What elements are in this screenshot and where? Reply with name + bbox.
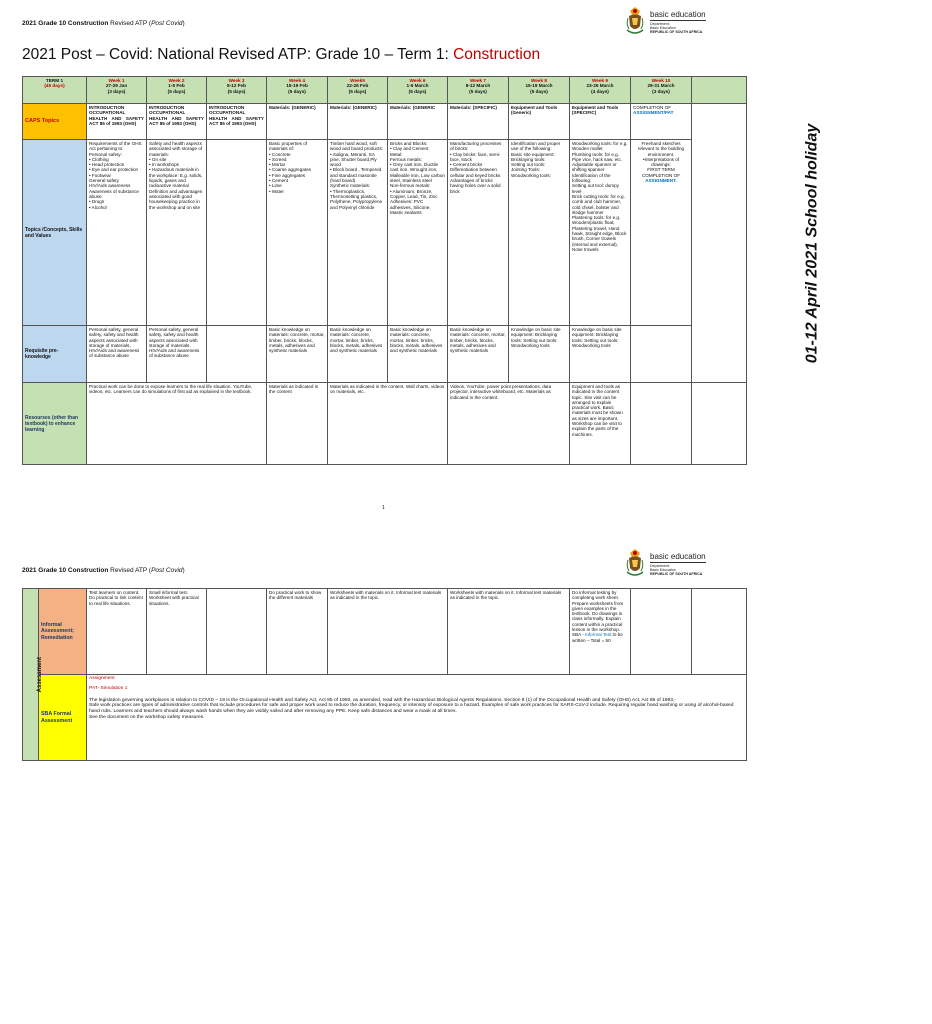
week-cell	[328, 77, 388, 104]
topics-cell	[147, 140, 207, 326]
assessment-table	[22, 588, 747, 761]
header-bold: 2021 Grade 10 Construction	[22, 567, 109, 574]
informal-cell: Test learners on content. Do practical to link content to real life situations.	[87, 589, 147, 675]
topic-line: • Coarse aggregates	[269, 167, 311, 173]
topic-line: HIV/Aids awareness	[89, 183, 131, 189]
term-days: (45 days)	[44, 83, 65, 89]
coat-of-arms-icon	[624, 548, 646, 578]
week-days: (5 days)	[348, 88, 367, 94]
topics-cell	[509, 140, 570, 326]
header-close: )	[182, 20, 185, 27]
week-days: (5 days)	[227, 88, 246, 94]
caps-cell: Equipment and Tools (SPECIFIC)	[570, 104, 631, 140]
topic-line: • Water	[269, 188, 284, 194]
topic-line: Basic properties of materials of:	[269, 141, 308, 152]
document-header	[22, 20, 185, 27]
caps-cell	[631, 104, 692, 140]
topic-line: • Cement bricks	[450, 162, 483, 168]
topics-cell	[207, 140, 267, 326]
informal-w9-tail-a: SBA -	[572, 632, 586, 638]
topics-row	[23, 140, 747, 326]
topics-cell	[570, 140, 631, 326]
topic-line: Definition and advantages associated with good housekeeping practice in the workshop and on site	[149, 188, 203, 210]
page-1	[0, 0, 821, 511]
term-label: TERM 1	[45, 78, 64, 83]
sba-para2: Safe work practices are types of administrative controls that include procedures for safe and proper work used to reduce the duration, frequency, or intensity of exposure to a hazard. Examples of safe work practices for SARS-CoV-2 include. Requiring regular hand washing or using of alcohol-based hand rubs. Learners and teachers should always wash hands when they are visibly soiled and after removing any PPE. Keep safe distances and wear a mask at all times.	[89, 703, 734, 715]
topic-line: Identification and proper use of the following:	[511, 141, 561, 152]
caps-cell: Materials: (GENERIC)	[328, 104, 388, 140]
week-dates: 27-29 Jan	[105, 83, 128, 89]
week-days: (5 days)	[288, 88, 306, 94]
header-close: )	[182, 567, 185, 574]
prereq-cell: Knowledge on basic site equipment: Bricklaying tools: Setting out tools: Woodworking tools	[570, 326, 631, 383]
caps-cell: Materials: (GENERIC	[388, 104, 448, 140]
header-italic: Post Covid	[151, 567, 183, 574]
topic-line: Safety and health aspects associated with storage of materials:	[149, 141, 203, 157]
logo-sub-line2: Basic Education	[650, 568, 676, 573]
topic-line: Brick cutting tools: for e.g. comb and club hammer, cold chisel, bolster and sledge hammer	[572, 193, 625, 215]
department-logo	[624, 548, 744, 584]
week-days: (5 days)	[408, 88, 427, 94]
topic-line: Identification of the following:	[572, 172, 611, 184]
topic-line: Adjustable spanner or shifting spanner	[572, 162, 617, 173]
sba-line2: PAT- Simulation 1	[89, 685, 128, 691]
informal-cell	[692, 589, 747, 675]
week-dates: 23-26 March	[586, 83, 614, 89]
logo-title: basic education	[650, 552, 706, 561]
logo-sub-line1: Department:	[650, 564, 670, 568]
resources-row	[23, 383, 747, 465]
logo-sub-line3: REPUBLIC OF SOUTH AFRICA	[650, 572, 703, 577]
week-dates: 1-5 March	[406, 83, 429, 89]
topic-line: • Block board , Tempered and standard masonite (hard board)	[330, 167, 382, 184]
department-logo	[624, 6, 744, 42]
week-label: Week 6	[409, 78, 426, 83]
prereq-cell	[207, 326, 267, 383]
sba-line1: Assignment	[89, 676, 115, 681]
week-label: Week 1	[108, 78, 125, 83]
sba-label: SBA Formal Assessment	[39, 675, 87, 761]
term-cell	[23, 77, 87, 104]
logo-sub-line1: Department:	[650, 22, 670, 26]
logo-subtitle	[650, 564, 702, 577]
prereq-cell: Basic knowledge on materials: concrete, mortar, timber, bricks, blocks, metals, adhesives and synthetic materials	[328, 326, 388, 383]
topics-cell	[388, 140, 448, 326]
page-number: 1	[382, 505, 385, 511]
informal-cell	[631, 589, 692, 675]
resources-cell	[692, 383, 747, 465]
informal-cell: Small informal test. Worksheet with practical situations.	[147, 589, 207, 675]
caps-w10-a: COMPLETION OF	[633, 105, 672, 110]
week-days: (3 days)	[107, 88, 126, 94]
caps-cell: INTRODUCTION OCCUPATIONAL HEALTH AND SAFETY ACT 85 of 1993 (OHS)	[207, 104, 267, 140]
prereq-cell: Basic knowledge on materials: concrete, mortar, timber, bricks, blocks, metals, adhesives and synthetic materials	[448, 326, 509, 383]
resources-cell: Practical work can be done to expose learners to the real life situation. YouTube, videos, etc. Learners can do simulations of first aid as explained in the textbook.	[87, 383, 267, 465]
topic-line: • In workshops	[149, 162, 179, 168]
week-label: Week 7	[469, 78, 487, 83]
holiday-header-cell	[692, 77, 747, 104]
topic-line: Advantages of bricks having holes over a solid brick	[450, 178, 501, 194]
week-cell	[570, 77, 631, 104]
topic-line: Bricks and Blocks:	[390, 141, 428, 146]
topic-line: Ferrous metals:	[390, 156, 422, 162]
week-days: (3 days)	[652, 88, 670, 94]
week-cell	[87, 77, 147, 104]
resources-cell	[631, 383, 692, 465]
topic-line: Awareness of substance abuse:	[89, 188, 139, 199]
week-dates: 15-19 Feb	[286, 83, 308, 89]
informal-cell	[570, 589, 631, 675]
sba-cell	[87, 675, 747, 761]
informal-row	[23, 589, 747, 675]
prereq-cell: Knowledge on basic site equipment: Bricklaying tools: Setting out tools: Woodworking tools	[509, 326, 570, 383]
topic-line: Plumbing tools: for e.g. Pipe vice, hack saw, etc.	[572, 151, 623, 162]
topics-cell	[328, 140, 388, 326]
topics-cell	[448, 140, 509, 326]
week-days: (5 days)	[530, 88, 548, 94]
informal-w9-text: Do informal testing by completing work sheet. Prepare worksheets from given examples in the textbook. Do drawings in class informally. Explain content within a practical lesson in the workshop.	[572, 590, 624, 633]
prereq-row	[23, 326, 747, 383]
sba-row	[23, 675, 747, 761]
topics-cell	[631, 140, 692, 326]
week-label: Week 10	[651, 78, 671, 83]
resources-cell: Materials as indicated in the content	[267, 383, 328, 465]
informal-w9-tail	[572, 632, 628, 643]
topic-line: FIRST TERM COMPLETION OF	[641, 167, 681, 178]
week-label: Week 9	[591, 78, 609, 83]
topic-line: Non-ferrous metals:	[390, 183, 431, 189]
document-header	[22, 567, 185, 574]
resources-label: Resourses (other than textbook) to enhance learning	[23, 383, 87, 465]
topic-line: • On site	[149, 156, 167, 162]
topic-line: • Eye and ear protection	[89, 167, 139, 173]
topic-line: • Lime	[269, 183, 282, 189]
caps-cell: Materials: (SPECIFIC)	[448, 104, 509, 140]
resources-cell: Videos, YouTube, power point presentations, data projector, interactive whiteboard, etc. Materials as indicated in the content.	[448, 383, 570, 465]
logo-title: basic education	[650, 10, 706, 19]
week-cell	[448, 77, 509, 104]
topic-line: General safety	[89, 178, 119, 184]
week-days: (5 days)	[469, 88, 487, 94]
topic-line: Woodworking tools: for e.g. Wooden mallet	[572, 141, 628, 152]
week-dates: 1-5 Feb	[168, 83, 185, 89]
informal-cell: Worksheets with materials on it. Informal test materials as indicated in the topic.	[448, 589, 570, 675]
header-bold: 2021 Grade 10 Construction	[22, 20, 109, 27]
header-rest: Revised ATP (	[108, 20, 152, 27]
topic-line: Bricklaying tools:	[511, 156, 546, 162]
assessment-group-cell	[23, 589, 44, 761]
prereq-label: Requisite pre-knowledge	[23, 326, 87, 383]
topic-line: Setting out tool: dumpy level	[572, 183, 619, 194]
topic-line: Differentiation between cellular and keyed bricks	[450, 167, 501, 178]
week-cell	[147, 77, 207, 104]
topic-line: Synthetic materials:	[330, 183, 371, 189]
topic-line: • Alcohol	[89, 204, 107, 210]
caps-row	[23, 104, 747, 140]
caps-w10-b: ASSIGNMENT/PAT	[633, 110, 674, 116]
informal-label: Informal Assessment; Remediation	[39, 589, 87, 675]
holiday-label: 01-12 April 2021 School holiday	[803, 123, 821, 363]
sba-para1: The legislation governing workplaces in relation to COVID – 19 is the Occupational Health and Safety Act, Act 85 of 1993, as amended, read with the Hazardous Biological Agents Regulations. Section 8 (1) of the Occupational Health and Safety (OHS) Act, Act 85 of 1993,-	[89, 697, 676, 703]
topic-line: Woodworking tools:	[511, 172, 552, 178]
topic-line: • Head protection	[89, 162, 125, 168]
prereq-cell: Basic knowledge on materials: concrete, mortar, timber, bricks, blocks, metals, adhesives and synthetic materials	[267, 326, 328, 383]
topic-line: Metal:	[390, 151, 403, 157]
informal-cell	[207, 589, 267, 675]
topic-line: • Drugs	[89, 199, 105, 205]
topic-line: • Footwear	[89, 172, 112, 178]
holiday-cell	[692, 104, 821, 383]
week-dates: 8-12 March	[465, 83, 491, 89]
week-label: Week 8	[530, 78, 548, 83]
topic-line: Freehand sketches relevant to the building environment.	[637, 141, 685, 157]
week-cell	[267, 77, 328, 104]
header-row	[23, 77, 747, 104]
informal-w9-tail-b: Informal Test	[585, 632, 612, 638]
topic-line: • Thermoplastics, Thermosetting plastics, Polythene, Polypropylene and Polyvinyl chloride	[330, 188, 383, 210]
topic-line: Setting out tools:	[511, 162, 546, 168]
topic-line: • Grey cast iron, Ductile cast iron, Wrought iron, Malleable iron, Low carbon steel, Stainless steel	[390, 162, 445, 184]
topic-line: • Clothing	[89, 156, 109, 162]
topic-line: Adhesives: PVC adhesives, Silicone, Mastic sealants	[390, 199, 431, 215]
logo-sub-line3: REPUBLIC OF SOUTH AFRICA	[650, 30, 703, 35]
week-label: Week 3	[228, 78, 245, 83]
topic-line: Basic site equipment:	[511, 151, 555, 157]
informal-cell: Do practical work to show the different materials	[267, 589, 328, 675]
assessment-group-label: Assessment	[37, 657, 44, 693]
topic-line: Jointing Tools:	[511, 167, 541, 173]
topic-line: • Clay bricks: face, semi-face, stock	[450, 151, 501, 162]
week-dates: 29-31 March	[647, 83, 675, 89]
prereq-cell: Basic knowledge on materials: concrete, mortar, timber, bricks, blocks, metals, adhesives and synthetic materials	[388, 326, 448, 383]
caps-topics-label: CAPS Topics	[23, 104, 87, 140]
header-rest: Revised ATP (	[108, 567, 152, 574]
topic-line: • Cement	[269, 178, 288, 184]
coat-of-arms-icon	[624, 6, 646, 36]
topic-line: • Fine aggregates	[269, 172, 306, 178]
week-label: Week 2	[168, 78, 185, 83]
week-dates: 22-26 Feb	[346, 83, 369, 89]
informal-w9-tail-c: to be written – Total = 50	[572, 632, 623, 643]
resources-cell: Materials as indicated in the content. Wall charts, videos on materials, etc.	[328, 383, 448, 465]
week-days: (5 days)	[167, 88, 186, 94]
holiday-text	[803, 123, 820, 363]
topic-line: • Saligna, Meranti, SA pine, Shutter board,Ply wood	[330, 151, 377, 168]
caps-cell: INTRODUCTION OCCUPATIONAL HEALTH AND SAFETY ACT 85 of 1993 (OHS)	[87, 104, 147, 140]
topic-line: Timber hard wood, soft wood and board products:	[330, 141, 384, 152]
week-cell	[631, 77, 692, 104]
prereq-cell: Personal safety, general safety, safety and health aspects associated with storage of materials, HIV/Aids and awareness of substance abuse	[87, 326, 147, 383]
week-label: Week5	[350, 78, 365, 83]
week-dates: 8-12 Feb	[226, 83, 247, 89]
topic-line: • Screed	[269, 156, 287, 162]
topic-line: Manufacturing processes of bricks:	[450, 141, 502, 152]
prereq-cell: Personal safety, general safety, safety and health aspects associated with storage of materials, HIV/Aids and awareness of substance abuse	[147, 326, 207, 383]
title-accent: Construction	[453, 46, 541, 63]
topic-line: Plastering tools: for e.g. Wooden/plastic float, Plastering trowel, Hand hawk, Straight edge, Block brush, Corner trowels (internal and external), Nose trowels	[572, 215, 627, 252]
topic-line: • Hazardous materials in the workplace: E.g. solids, liquids, gases and radioactive material	[149, 167, 203, 189]
topics-cell	[267, 140, 328, 326]
topic-line: • Mortar	[269, 162, 286, 168]
topic-line: • Clay and Cement	[390, 146, 429, 152]
topic-line: • Concrete	[269, 151, 291, 157]
week-cell	[388, 77, 448, 104]
topics-label: Topics /Concepts, Skills and Values	[23, 140, 87, 326]
topic-line: • Aluminium, Bronze, Copper, Lead, Tin, Zinc	[390, 188, 438, 199]
informal-cell: Worksheets with materials on it. Informal test materials as indicated in the topic.	[328, 589, 448, 675]
resources-cell: Equipment and tools as indicated in the content topic. Site visit can be arranged to explain practical work. Basic materials must be shown as sizes are important. Workshop can be visit to explain the parts of the machines.	[570, 383, 631, 465]
logo-sub-line2: Basic Education	[650, 26, 676, 31]
caps-cell: INTRODUCTION OCCUPATIONAL HEALTH AND SAFETY ACT 85 of 1993 (OHS)	[147, 104, 207, 140]
caps-cell: Materials: (GENERIC)	[267, 104, 328, 140]
prereq-cell	[631, 326, 692, 383]
week-cell	[207, 77, 267, 104]
week-label: Week 4	[288, 78, 306, 83]
logo-subtitle	[650, 22, 702, 35]
topics-cell	[87, 140, 147, 326]
sba-para3: See the document on the workshop safety measures.	[89, 714, 205, 720]
atp-table	[22, 76, 821, 465]
topic-line: Requirements of the OHS Act pertaining to:	[89, 141, 142, 152]
caps-cell: Equipment and Tools (Generic)	[509, 104, 570, 140]
topic-line: Personal safety:	[89, 151, 122, 157]
title-main: 2021 Post – Covid: National Revised ATP: Grade 10 – Term 1:	[22, 46, 454, 63]
topic-line: •Interpretations of drawings:	[642, 156, 680, 168]
week-days: (4 days)	[591, 88, 609, 94]
header-italic: Post Covid	[151, 20, 183, 27]
week-cell	[509, 77, 570, 104]
page-title	[22, 46, 540, 64]
page-2	[0, 540, 768, 1024]
topics-w10-blue: ASSIGNMENT.	[645, 178, 677, 184]
week-dates: 15-19 March	[525, 83, 553, 89]
